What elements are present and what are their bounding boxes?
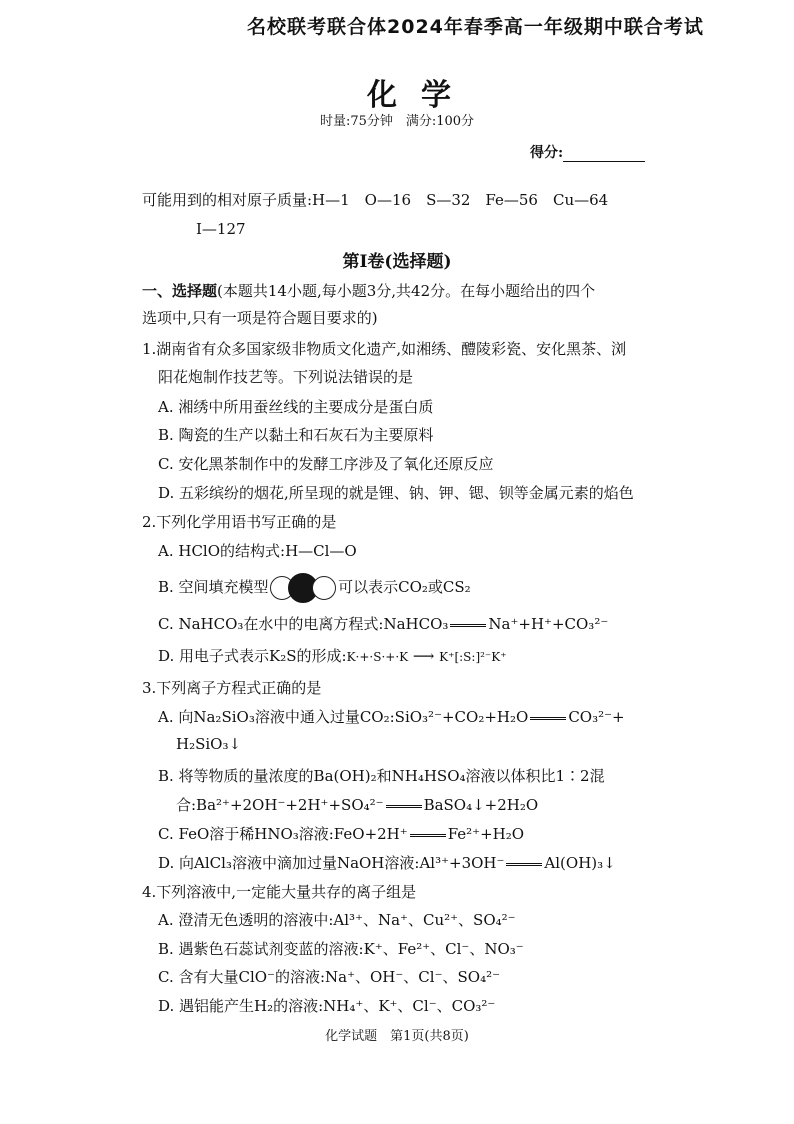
q1-option-c: C. 安化黑茶制作中的发酵工序涉及了氧化还原反应 (158, 455, 494, 473)
equals-sign (530, 717, 566, 720)
q3-option-b-reactants: 合:Ba²⁺+2OH⁻+2H⁺+SO₄²⁻ (176, 796, 384, 814)
q2-option-b-text-2: 可以表示CO₂或CS₂ (338, 578, 471, 596)
q2-option-c-text: C. NaHCO₃在水中的电离方程式:NaHCO₃ (158, 615, 449, 633)
q3-option-b-products: BaSO₄↓+2H₂O (423, 796, 539, 814)
electron-dot-reactants: K·+·S·+·K (346, 650, 409, 664)
q2-option-a: A. HClO的结构式:H—Cl—O (158, 542, 357, 560)
part-title-text: (本题共14小题,每小题3分,共42分。在每小题给出的四个 (217, 282, 596, 300)
q1-stem-cont: 阳花炮制作技艺等。下列说法错误的是 (158, 368, 414, 386)
subject-title: 化学 (367, 78, 475, 113)
page-footer: 化学试题 第1页(共8页) (325, 1029, 469, 1044)
q1-option-d: D. 五彩缤纷的烟花,所呈现的就是锂、钠、钾、锶、钡等金属元素的焰色 (158, 484, 634, 502)
part-title-label: 一、选择题 (142, 282, 218, 300)
score-blank (563, 149, 645, 162)
atom-right (312, 576, 336, 600)
exam-header: 名校联考联合体2024年春季高一年级期中联合考试 (247, 16, 704, 38)
time-info: 时量:75分钟 满分:100分 (319, 114, 475, 129)
equals-sign (410, 834, 446, 837)
equals-sign (386, 805, 422, 808)
q3-option-c-text: C. FeO溶于稀HNO₃溶液:FeO+2H⁺ (158, 825, 408, 843)
atomic-masses-cont: I—127 (196, 220, 246, 238)
q2-stem: 2.下列化学用语书写正确的是 (142, 513, 337, 531)
section-title: 第Ⅰ卷(选择题) (342, 252, 452, 272)
q4-option-a: A. 澄清无色透明的溶液中:Al³⁺、Na⁺、Cu²⁺、SO₄²⁻ (158, 911, 516, 929)
q3-option-a (158, 706, 625, 727)
q4-option-c: C. 含有大量ClO⁻的溶液:Na⁺、OH⁻、Cl⁻、SO₄²⁻ (158, 968, 501, 986)
q2-option-c-products: Na⁺+H⁺+CO₃²⁻ (488, 615, 609, 633)
q3-option-d (158, 852, 616, 873)
score-field (530, 142, 645, 162)
q3-option-a-products: CO₃²⁻+ (568, 708, 625, 726)
q2-option-d-text: D. 用电子式表示K₂S的形成: (158, 647, 347, 665)
q3-option-a-text: A. 向Na₂SiO₃溶液中通入过量CO₂:SiO₃²⁻+CO₂+H₂O (158, 708, 529, 726)
equals-sign (450, 624, 486, 627)
q2-option-d (158, 645, 507, 666)
q3-option-c-products: Fe²⁺+H₂O (447, 825, 525, 843)
reaction-arrow-icon: ⟶ (408, 647, 440, 665)
q3-option-b-cont (176, 794, 538, 815)
equals-sign (506, 863, 542, 866)
q3-option-d-text: D. 向AlCl₃溶液中滴加过量NaOH溶液:Al³⁺+3OH⁻ (158, 854, 505, 872)
q1-option-b: B. 陶瓷的生产以黏土和石灰石为主要原料 (158, 426, 434, 444)
q3-option-b: B. 将等物质的量浓度的Ba(OH)₂和NH₄HSO₄溶液以体积比1∶2混 (158, 767, 605, 785)
score-label: 得分: (530, 145, 564, 161)
part-title-cont: 选项中,只有一项是符合题目要求的) (142, 309, 378, 327)
atomic-masses: 可能用到的相对原子质量:H—1 O—16 S—32 Fe—56 Cu—64 (142, 191, 609, 209)
q1-stem: 1.湖南省有众多国家级非物质文化遗产,如湘绣、醴陵彩瓷、安化黑茶、浏 (142, 340, 627, 358)
q2-option-b-text: B. 空间填充模型 (158, 578, 269, 596)
part-title (142, 280, 595, 301)
q3-option-d-products: Al(OH)₃↓ (544, 854, 616, 872)
electron-dot-product: K⁺[:S:]²⁻K⁺ (439, 650, 507, 664)
q4-option-b: B. 遇紫色石蕊试剂变蓝的溶液:K⁺、Fe²⁺、Cl⁻、NO₃⁻ (158, 940, 524, 958)
q4-stem: 4.下列溶液中,一定能大量共存的离子组是 (142, 883, 417, 901)
q3-option-a-cont: H₂SiO₃↓ (176, 735, 242, 753)
q2-option-b (158, 573, 471, 603)
q1-option-a: A. 湘绣中所用蚕丝线的主要成分是蛋白质 (158, 398, 434, 416)
space-filling-model (273, 578, 333, 596)
q3-stem: 3.下列离子方程式正确的是 (142, 679, 322, 697)
q3-option-c (158, 823, 524, 844)
q4-option-d: D. 遇铝能产生H₂的溶液:NH₄⁺、K⁺、Cl⁻、CO₃²⁻ (158, 997, 496, 1015)
q2-option-c (158, 613, 608, 634)
